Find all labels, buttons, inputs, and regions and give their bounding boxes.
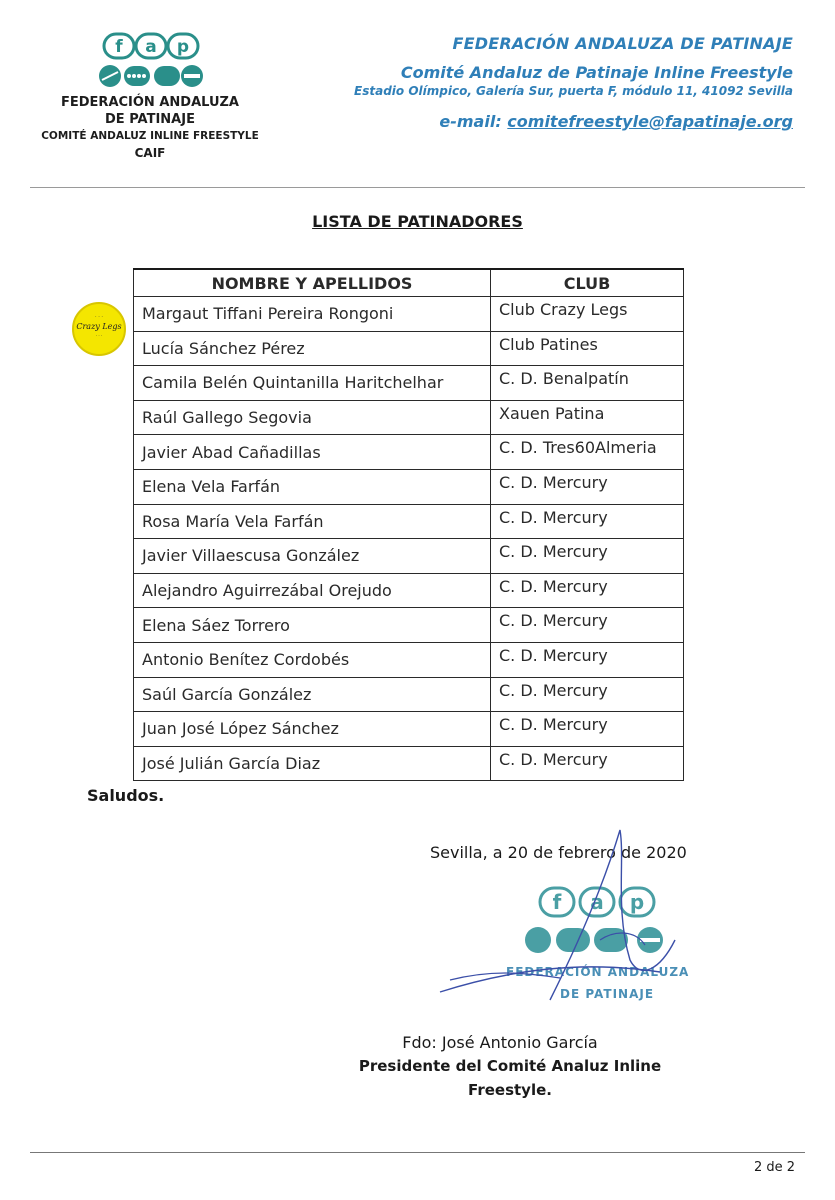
club-cell: C. D. Mercury [491, 539, 684, 574]
org-name-line1: FEDERACIÓN ANDALUZA [61, 95, 239, 110]
email-link[interactable]: comitefreestyle@fapatinaje.org [507, 112, 793, 131]
signer-title-line1: Presidente del Comité Analuz Inline [358, 1057, 662, 1075]
crazy-legs-stamp: · · · Crazy Legs · · · [72, 302, 126, 356]
seal-text-line1: FEDERACIÓN ANDALUZA [506, 965, 690, 979]
org-name-line2: DE PATINAJE [105, 112, 195, 127]
federation-logo-block [30, 30, 270, 160]
table-row [134, 297, 684, 332]
table-row [134, 435, 684, 470]
skater-name-cell: Camila Belén Quintanilla Haritchelhar [134, 366, 491, 401]
skater-name-cell: Rosa María Vela Farfán [134, 504, 491, 539]
table-row [134, 400, 684, 435]
club-cell: C. D. Mercury [491, 504, 684, 539]
svg-text:a: a [590, 890, 604, 914]
table-row [134, 677, 684, 712]
logo-letter-f: f [115, 37, 123, 57]
header-club: CLUB [491, 269, 684, 297]
closing-text: Saludos. [87, 786, 165, 805]
table-row [134, 504, 684, 539]
skater-name-cell: Alejandro Aguirrezábal Orejudo [134, 573, 491, 608]
table-row [134, 539, 684, 574]
skater-name-cell: Javier Abad Cañadillas [134, 435, 491, 470]
header-name: NOMBRE Y APELLIDOS [134, 269, 491, 297]
signer-title-line2: Freestyle. [468, 1081, 552, 1099]
place-date: Sevilla, a 20 de febrero de 2020 [430, 843, 687, 862]
skater-name-cell: Juan José López Sánchez [134, 712, 491, 747]
letterhead-email-row [354, 112, 793, 131]
list-title-text: LISTA DE PATINADORES [312, 212, 523, 231]
skaters-table [133, 268, 684, 781]
club-cell: C. D. Mercury [491, 469, 684, 504]
skater-name-cell: Lucía Sánchez Pérez [134, 331, 491, 366]
fap-logo-icon [90, 30, 210, 92]
table-row [134, 712, 684, 747]
page-number: 2 de 2 [753, 1160, 795, 1175]
skater-name-cell: Raúl Gallego Segovia [134, 400, 491, 435]
table-row [134, 608, 684, 643]
skater-name-cell: Antonio Benítez Cordobés [134, 642, 491, 677]
table-row [134, 331, 684, 366]
svg-text:p: p [629, 890, 645, 914]
stamp-text: Crazy Legs [76, 322, 122, 331]
logo-letter-a: a [145, 37, 157, 57]
email-label: e-mail: [439, 112, 502, 131]
table-row [134, 366, 684, 401]
skater-name-cell: Elena Vela Farfán [134, 469, 491, 504]
skater-name-cell: José Julián García Diaz [134, 746, 491, 781]
org-committee: COMITÉ ANDALUZ INLINE FREESTYLE [41, 130, 259, 142]
club-cell: Club Crazy Legs [491, 297, 684, 332]
signer-name: Fdo: José Antonio García [402, 1033, 598, 1052]
table-row [134, 642, 684, 677]
club-cell: C. D. Mercury [491, 608, 684, 643]
club-cell: C. D. Mercury [491, 573, 684, 608]
table-row [134, 573, 684, 608]
letterhead-federation: FEDERACIÓN ANDALUZA DE PATINAJE [452, 34, 793, 53]
list-title [0, 212, 835, 231]
club-cell: C. D. Mercury [491, 642, 684, 677]
skater-name-cell: Margaut Tiffani Pereira Rongoni [134, 297, 491, 332]
svg-text:f: f [552, 890, 562, 914]
club-cell: C. D. Mercury [491, 677, 684, 712]
seal-text-line2: DE PATINAJE [560, 987, 655, 1001]
letterhead-committee: Comité Andaluz de Patinaje Inline Freestyle [400, 63, 793, 82]
skater-name-cell: Saúl García González [134, 677, 491, 712]
club-cell: C. D. Mercury [491, 712, 684, 747]
club-cell: C. D. Mercury [491, 746, 684, 781]
skater-name-cell: Elena Sáez Torrero [134, 608, 491, 643]
table-row [134, 469, 684, 504]
letterhead-contact [354, 34, 793, 131]
header-divider [30, 187, 805, 188]
club-cell: Xauen Patina [491, 400, 684, 435]
footer-divider [30, 1152, 805, 1153]
handwritten-signature [430, 820, 730, 1010]
table-row [134, 746, 684, 781]
club-cell: Club Patines [491, 331, 684, 366]
logo-letter-p: p [176, 37, 190, 57]
org-acronym: CAIF [134, 146, 166, 160]
club-cell: C. D. Benalpatín [491, 366, 684, 401]
club-cell: C. D. Tres60Almeria [491, 435, 684, 470]
skater-name-cell: Javier Villaescusa González [134, 539, 491, 574]
table-header-row [134, 269, 684, 297]
letterhead-address: Estadio Olímpico, Galería Sur, puerta F, módulo 11, 41092 Sevilla [354, 84, 793, 98]
